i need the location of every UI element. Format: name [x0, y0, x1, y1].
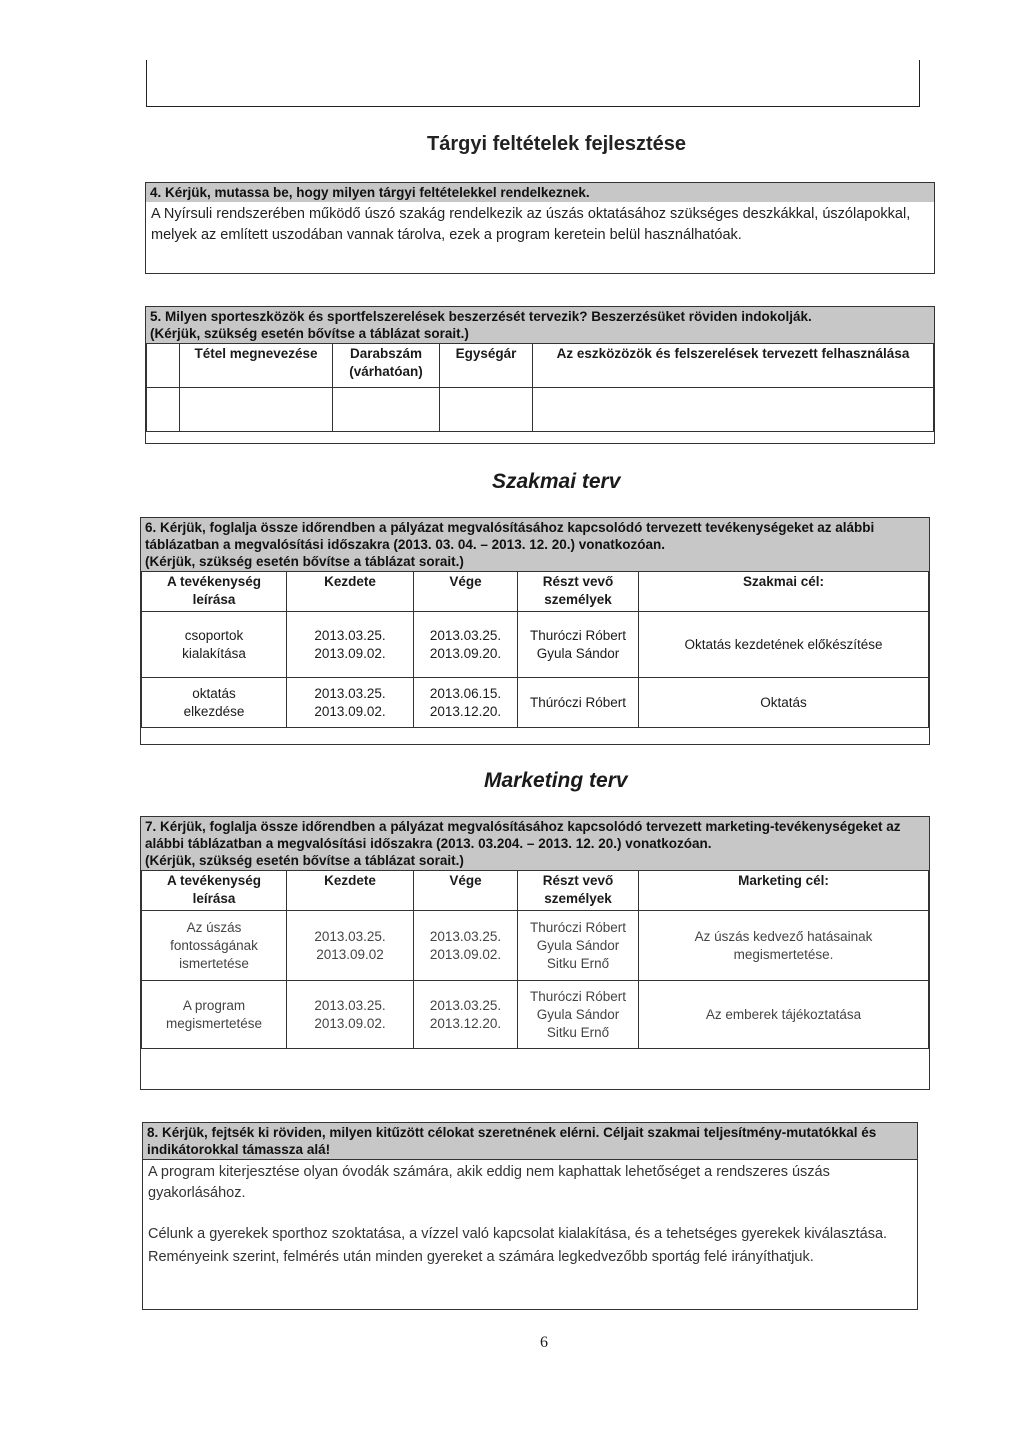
q8-paragraph-3: Reményeink szerint, felmérés után minden gyereket a számára legkedvezőbb sportág felé irányíthatjuk. — [148, 1249, 814, 1265]
table-row: Az úszás fontosságának ismertetése 2013.03.25. 2013.09.02 2013.03.25. 2013.09.02. Thuróczi Róbert Gyula Sándor Sitku Ernő Az úszás kedvező hatásainak megismertetése. — [142, 911, 929, 981]
q5-header-unit-price: Egységár — [440, 344, 533, 388]
q7-header-goal: Marketing cél: — [639, 871, 929, 911]
q6-header-row — [142, 572, 929, 612]
table-row — [147, 388, 934, 432]
table-row: A program megismertetése 2013.03.25. 2013.09.02. 2013.03.25. 2013.12.20. Thuróczi Róbert Gyula Sándor Sitku Ernő Az emberek tájékoztatása — [142, 981, 929, 1049]
q6-header-end: Vége — [414, 572, 518, 612]
q6-table — [141, 571, 929, 728]
q6-header-goal: Szakmai cél: — [639, 572, 929, 612]
section-heading-marketing: Marketing terv — [484, 769, 628, 792]
q7-header-participants: Részt vevő személyek — [518, 871, 639, 911]
q7-note: (Kérjük, szükség esetén bővítse a táblázat sorait.) — [141, 852, 929, 870]
q7-header-row — [142, 871, 929, 911]
q4-question: 4. Kérjük, mutassa be, hogy milyen tárgyi feltételekkel rendelkeznek. — [146, 183, 934, 202]
q5-header-usage: Az eszközözök és felszerelések tervezett felhasználása — [533, 344, 934, 388]
q5-box — [145, 306, 935, 444]
q5-header-row — [147, 344, 934, 388]
q7-header-end: Vége — [414, 871, 518, 911]
q4-box — [145, 182, 935, 274]
top-box — [146, 60, 920, 107]
q8-question: 8. Kérjük, fejtsék ki röviden, milyen kitűzött célokat szeretnének elérni. Céljait szakmai teljesítmény-mutatókkal és indikátorokkal támassza alá! — [143, 1123, 917, 1159]
q7-header-start: Kezdete — [287, 871, 414, 911]
section-heading-szakmai: Szakmai terv — [492, 470, 621, 493]
q6-note: (Kérjük, szükség esetén bővítse a táblázat sorait.) — [141, 553, 929, 571]
q5-header-quantity: Darabszám (várhatóan) — [333, 344, 440, 388]
q6-question: 6. Kérjük, foglalja össze időrendben a pályázat megvalósításához kapcsolódó tervezett tevékenységeket az alábbi táblázatban a megvalósítási időszakra (2013. 03. 04. – 2013. 12. 20.) vonatkozóan. — [141, 518, 929, 553]
page-number: 6 — [540, 1334, 548, 1351]
q8-paragraph-1: A program kiterjesztése olyan óvodák számára, akik eddig nem kaphattak lehetőséget a rendszeres úszás gyakorlásához. — [143, 1159, 917, 1206]
q5-header-index — [147, 344, 180, 388]
q7-table — [141, 870, 929, 1049]
q6-header-participants: Részt vevő személyek — [518, 572, 639, 612]
q5-question: 5. Milyen sporteszközök és sportfelszerelések beszerzését tervezik? Beszerzésüket röviden indokolják. — [146, 307, 934, 325]
q5-note: (Kérjük, szükség esetén bővítse a táblázat sorait.) — [146, 325, 934, 343]
q6-header-start: Kezdete — [287, 572, 414, 612]
q5-header-item: Tétel megnevezése — [180, 344, 333, 388]
q5-table — [146, 343, 934, 432]
q7-box — [140, 816, 930, 1090]
q7-question: 7. Kérjük, foglalja össze időrendben a pályázat megvalósításához kapcsolódó tervezett marketing-tevékenységeket az alábbi táblázatban a megvalósítási időszakra (2013. 03.204. – 2013. 12. 20.) vonatkozóan. — [141, 817, 929, 852]
q7-header-activity: A tevékenység leírása — [142, 871, 287, 911]
table-row: csoportok kialakítása 2013.03.25. 2013.09.02. 2013.03.25. 2013.09.20. Thuróczi Róbert Gyula Sándor Oktatás kezdetének előkészítése — [142, 612, 929, 678]
table-row: oktatás elkezdése 2013.03.25. 2013.09.02. 2013.06.15. 2013.12.20. Thúróczi Róbert Oktatás — [142, 678, 929, 728]
q6-box — [140, 517, 930, 745]
q6-header-activity: A tevékenység leírása — [142, 572, 287, 612]
q8-paragraph-2: Célunk a gyerekek sporthoz szoktatása, a vízzel való kapcsolat kialakítása, és a tehetséges gyerekek kiválasztása. — [148, 1226, 888, 1242]
q8-box — [142, 1122, 918, 1310]
page-title: Tárgyi feltételek fejlesztése — [427, 133, 687, 155]
q4-answer: A Nyírsuli rendszerében működő úszó szakág rendelkezik az úszás oktatásához szükséges deszkákkal, úszólapokkal, melyek az említett uszodában vannak tárolva, ezek a program keretein belül használhatóak. — [151, 206, 911, 243]
